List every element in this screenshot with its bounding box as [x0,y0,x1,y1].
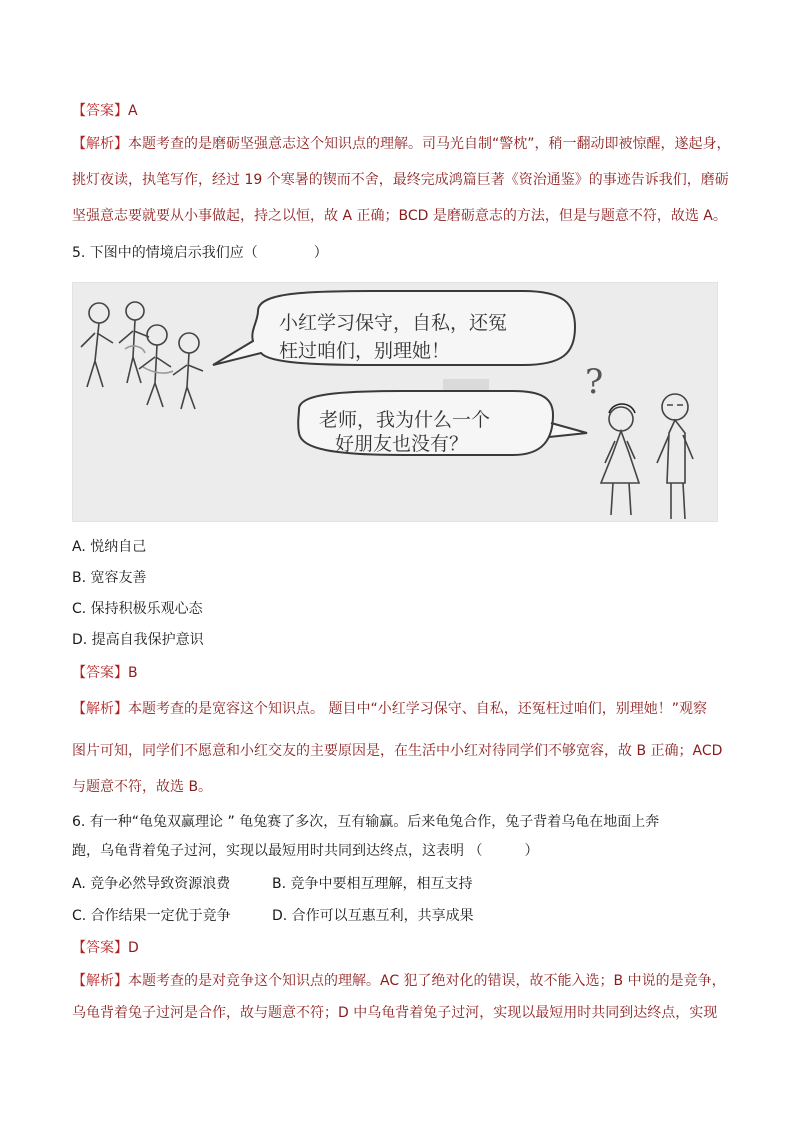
question-mark-icon: ? [585,362,604,402]
q6-option-c: C. 合作结果一定优于竞争 [72,908,231,924]
girl-and-teacher-figure [601,394,693,519]
answer-value: D [128,940,139,956]
q5-analysis-line-1 [72,699,707,719]
bubble1-line-2: 枉过咱们，别理她！ [279,340,451,362]
answer-value: B [128,665,138,681]
speech-bubble-1 [213,291,575,365]
bubble1-line-1: 小红学习保守，自私，还冤 [279,312,508,334]
q4-answer [72,101,138,121]
bubble2-line-1: 老师，我为什么一个 [319,409,491,431]
q5-analysis-line-2: 图片可知，同学们不愿意和小红交友的主要原因是，在生活中小红对待同学们不够宽容，故 B 正确；ACD [72,743,723,759]
analysis-tag: 【解析】 [72,136,128,152]
analysis-tag: 【解析】 [72,973,128,989]
q5-option-a: A. 悦纳自己 [72,539,147,555]
q5-option-c: C. 保持积极乐观心态 [72,601,203,617]
q6-option-b: B. 竞争中要相互理解，相互支持 [272,876,473,892]
answer-tag: 【答案】 [72,665,128,681]
q6-option-d: D. 合作可以互惠互利，共享成果 [272,908,474,924]
analysis-text: 本题考查的是磨砺坚强意志这个知识点的理解。司马光自制“警枕”，稍一翻动即被惊醒，遂起身， [128,136,731,152]
blurred-watermark [443,379,489,391]
q6-answer [72,938,139,958]
speech-bubble-2 [298,391,587,455]
q4-analysis-line-2: 挑灯夜读，执笔写作，经过 19 个寒暑的锲而不舍，最终完成鸿篇巨著《资治通鉴》的事迹告诉我们，磨砺 [72,172,729,188]
q5-answer [72,663,138,683]
q6-option-a: A. 竞争必然导致资源浪费 [72,876,231,892]
answer-tag: 【答案】 [72,940,128,956]
q6-analysis-line-1 [72,971,726,991]
q6-stem-line-1: 6. 有一种“龟兔双赢理论 ” 龟兔赛了多次，互有输赢。后来龟兔合作，兔子背着乌龟在地面上奔 [72,814,660,830]
q5-stem: 5. 下图中的情境启示我们应（ ） [72,245,328,261]
q6-stem-line-2: 跑，乌龟背着兔子过河，实现以最短用时共同到达终点，这表明 （ ） [72,843,539,859]
answer-value: A [128,103,138,119]
cartoon-illustration [73,283,718,522]
q5-analysis-line-3: 与题意不符，故选 B。 [72,779,213,795]
q5-option-d: D. 提高自我保护意识 [72,632,204,648]
q5-illustration [72,282,718,522]
q5-option-b: B. 宽容友善 [72,570,147,586]
analysis-text: 本题考查的是对竞争这个知识点的理解。AC 犯了绝对化的错误，故不能入选；B 中说的是竞争， [128,973,726,989]
analysis-text: 本题考查的是宽容这个知识点。 题目中“小红学习保守、自私，还冤枉过咱们，别理她！”观察 [128,701,707,717]
answer-tag: 【答案】 [72,103,128,119]
q4-analysis-line-3: 坚强意志要就要从小事做起，持之以恒，故 A 正确；BCD 是磨砺意志的方法，但是与题意不符，故选 A。 [72,208,727,224]
students-group-figure [81,302,203,409]
bubble2-line-2: 好朋友也没有？ [335,433,469,455]
q6-analysis-line-2: 乌龟背着兔子过河是合作，故与题意不符；D 中乌龟背着兔子过河，实现以最短用时共同到达终点，实现 [72,1005,718,1021]
q4-analysis-line-1 [72,134,731,154]
analysis-tag: 【解析】 [72,701,128,717]
